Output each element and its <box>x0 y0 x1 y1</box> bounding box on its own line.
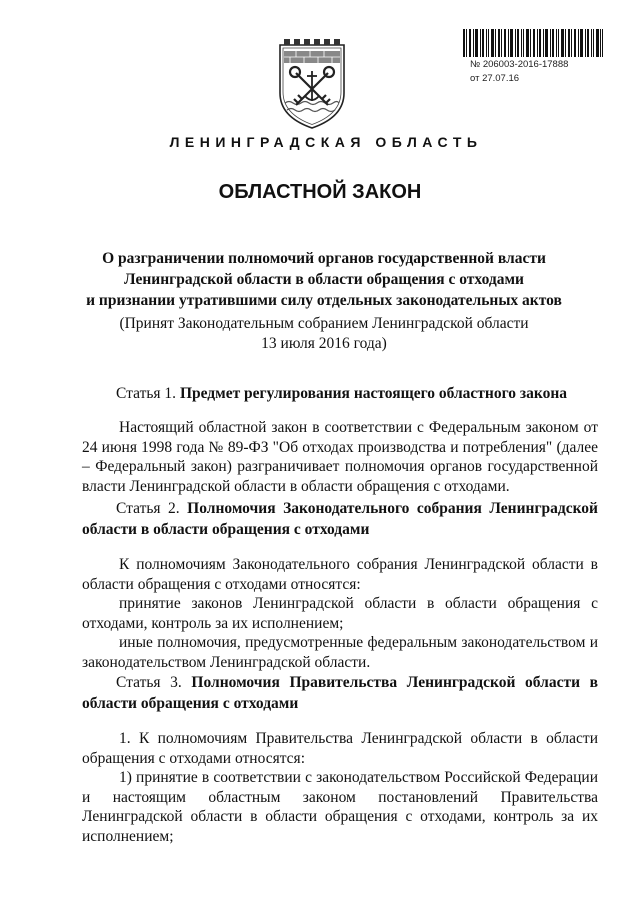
registration-number: № 206003-2016-17888 <box>470 59 569 70</box>
article-2-heading <box>82 498 598 540</box>
article-2-body <box>82 555 598 672</box>
article-title: Полномочия Законодательного собрания Ленинградской области в области обращения с отходами <box>82 500 598 538</box>
article-number: Статья 1. <box>116 385 177 402</box>
article-title: Полномочия Правительства Ленинградской области в области обращения с отходами <box>82 674 598 712</box>
article-3-heading <box>82 672 598 714</box>
coat-of-arms-icon <box>276 31 348 131</box>
article-number: Статья 2. <box>116 500 180 517</box>
adoption-note <box>60 314 588 354</box>
adoption-note-line: (Принят Законодательным собранием Ленинградской области <box>119 315 529 332</box>
paragraph: Настоящий областной закон в соответствии с Федеральным законом от 24 июня 1998 года № 89-ФЗ "Об отходах производства и потребления" (далее – Федеральный закон) разграничивает полномочия органов государственной власти Ленинградской области в области обращения с отходами. <box>82 419 598 495</box>
document-type: ОБЛАСТНОЙ ЗАКОН <box>218 181 422 203</box>
article-number: Статья 3. <box>116 674 182 691</box>
article-1-heading <box>82 383 598 404</box>
law-title-line: Ленинградской области в области обращения с отходами <box>124 271 524 288</box>
law-title-line: О разграничении полномочий органов государственной власти <box>102 250 546 267</box>
paragraph: принятие законов Ленинградской области в области обращения с отходами, контроль за их исполнением; <box>82 595 598 632</box>
law-title <box>60 248 588 311</box>
paragraph: иные полномочия, предусмотренные федеральным законодательством и законодательством Ленинградской области. <box>82 634 598 671</box>
adoption-note-line: 13 июля 2016 года) <box>261 335 387 352</box>
barcode-icon <box>463 29 603 57</box>
article-title: Предмет регулирования настоящего областного закона <box>179 385 568 402</box>
article-3-body <box>82 729 598 846</box>
paragraph: К полномочиям Законодательного собрания Ленинградской области в области обращения с отходами относятся: <box>82 556 598 593</box>
law-title-line: и признании утратившими силу отдельных законодательных актов <box>86 292 562 309</box>
article-1-body <box>82 418 598 496</box>
paragraph: 1. К полномочиям Правительства Ленинградской области в области обращения с отходами относятся: <box>82 730 598 767</box>
region-name: ЛЕНИНГРАДСКАЯ ОБЛАСТЬ <box>169 134 483 150</box>
paragraph: 1) принятие в соответствии с законодательством Российской Федерации и настоящим областным законом постановлений Правительства Ленинградской области в области обращения с отходами, контроль за их исполнением; <box>82 769 598 845</box>
registration-date: от 27.07.16 <box>470 73 520 84</box>
